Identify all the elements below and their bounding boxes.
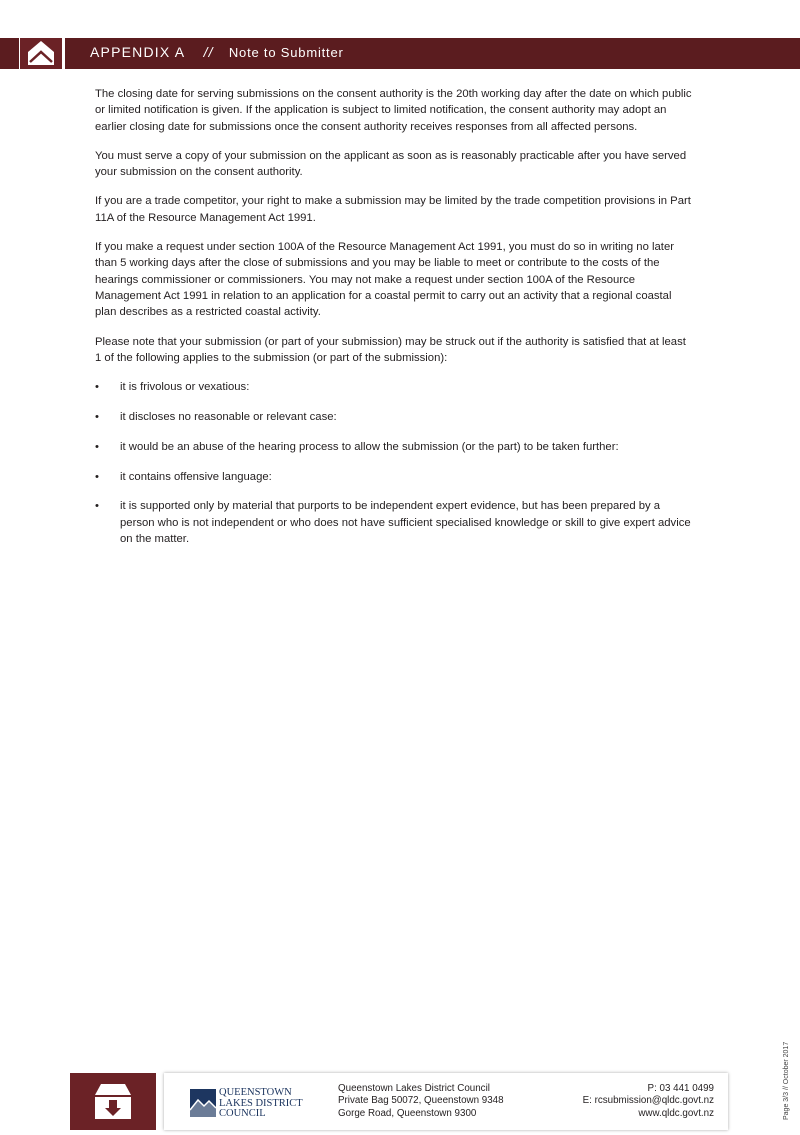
- bullet-mark: •: [95, 500, 99, 513]
- logo-line: QUEENSTOWN: [219, 1087, 292, 1098]
- download-box-icon[interactable]: [70, 1073, 156, 1130]
- list-item: [95, 379, 695, 395]
- section-label: APPENDIX A: [90, 44, 185, 60]
- paragraph: You must serve a copy of your submission on the applicant as soon as is reasonably practicable after you have served your submission on the consent authority.: [95, 149, 687, 179]
- phone-text: P: 03 441 0499: [647, 1083, 714, 1094]
- section-subtitle: Note to Submitter: [228, 45, 344, 60]
- footer-contact: [583, 1083, 714, 1120]
- bullet-mark: •: [95, 410, 99, 423]
- list-item-text: it contains offensive language:: [120, 470, 272, 483]
- home-icon: [20, 38, 62, 69]
- list-item-text: it is supported only by material that purports to be independent expert evidence, but has been prepared by a person who is not independent or who does not have sufficient specialised knowledge or skill to give expert advice on the matter.: [120, 500, 691, 545]
- email-link[interactable]: E: rcsubmission@qldc.govt.nz: [582, 1095, 714, 1107]
- paragraph: If you are a trade competitor, your right to make a submission may be limited by the trade competition provisions in Part 11A of the Resource Management Act 1991.: [95, 195, 691, 224]
- address-line: Queenstown Lakes District Council: [338, 1083, 490, 1094]
- footer-download-block[interactable]: [70, 1073, 156, 1130]
- qldc-logo-text: [219, 1088, 303, 1120]
- document-body: [95, 86, 695, 561]
- list-item-text: it is frivolous or vexatious:: [120, 381, 250, 394]
- page-number-note: Page 3/3 // October 2017: [783, 1041, 790, 1120]
- address-line: Private Bag 50072, Queenstown 9348: [338, 1095, 504, 1107]
- page-header-title: [90, 44, 344, 60]
- paragraph: If you make a request under section 100A of the Resource Management Act 1991, you must do so in writing no later than 5 working days after the close of submissions and you may be liable to meet or contribute to the costs of the hearings commissioner or commissioners. You may not make a request under section 100A of the Resource Management Act 1991 in relation to an application for a coastal permit to carry out an activity that a regional coastal plan describes as a restricted coastal activity.: [95, 241, 674, 319]
- header-logo-block: [19, 38, 65, 69]
- bullet-list: [95, 379, 695, 547]
- list-item: [95, 439, 695, 455]
- website-link[interactable]: www.qldc.govt.nz: [638, 1107, 714, 1119]
- list-item: [95, 498, 695, 547]
- bullet-mark: •: [95, 440, 99, 453]
- list-item-text: it discloses no reasonable or relevant case:: [120, 410, 337, 423]
- logo-line: LAKES DISTRICT: [219, 1097, 303, 1109]
- list-item: [95, 469, 695, 485]
- bullet-mark: •: [95, 381, 99, 394]
- logo-line: COUNCIL: [219, 1108, 266, 1119]
- list-item-text: it would be an abuse of the hearing process to allow the submission (or the part) to be taken further:: [120, 440, 619, 453]
- paragraph: Please note that your submission (or part of your submission) may be struck out if the authority is satisfied that at least 1 of the following applies to the submission (or part of the submission):: [95, 335, 686, 364]
- footer-address: [338, 1083, 504, 1120]
- header-separator: //: [203, 44, 214, 60]
- bullet-mark: •: [95, 470, 99, 483]
- list-item: [95, 409, 695, 425]
- address-line: Gorge Road, Queenstown 9300: [338, 1107, 477, 1119]
- paragraph: The closing date for serving submissions on the consent authority is the 20th working day after the date on which public or limited notification is given. If the application is subject to limited notification, the consent authority may adopt an earlier closing date for submissions once the consent authority receives responses from all affected persons.: [95, 88, 692, 133]
